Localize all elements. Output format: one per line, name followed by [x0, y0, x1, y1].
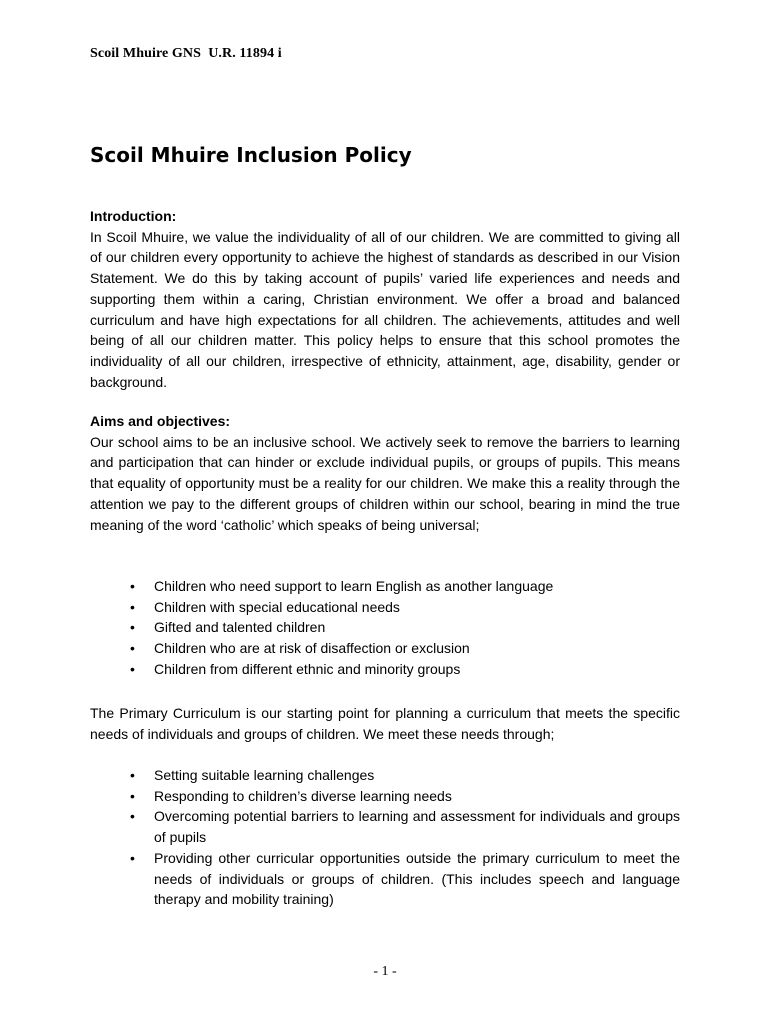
introduction-paragraph: In Scoil Mhuire, we value the individuality of all of our children. We are committed to giving all of our children every opportunity to achieve the highest of standards as described in our Vision Statement. We do this by taking account of pupils’ varied life experiences and needs and supporting them within a caring, Christian environment. We offer a broad and balanced curriculum and have high expectations for all children. The achievements, attitudes and well being of all our children matter. This policy helps to ensure that this school promotes the individuality of all our children, irrespective of ethnicity, attainment, age, disability, gender or background.: [90, 228, 680, 390]
page-header: Scoil Mhuire GNS U.R. 11894 i: [90, 46, 282, 61]
list-item: • Responding to children’s diverse learning needs: [90, 786, 680, 807]
means-list: [90, 765, 680, 910]
bullet-icon: •: [130, 578, 135, 594]
list-item: • Children who are at risk of disaffection or exclusion: [90, 638, 680, 659]
list-item: • Overcoming potential barriers to learning and assessment for individuals and groups of pupils: [130, 808, 680, 846]
bullet-icon: •: [130, 787, 135, 804]
page-number: - 1 -: [373, 964, 397, 979]
curriculum-paragraph: The Primary Curriculum is our starting point for planning a curriculum that meets the specific needs of individuals and groups of children. We meet these needs through;: [90, 705, 680, 742]
bullet-icon: •: [130, 640, 135, 657]
curriculum-section: [90, 703, 680, 744]
bullet-icon: •: [130, 619, 135, 636]
list-item: • Setting suitable learning challenges: [90, 765, 680, 786]
aims-paragraph: Our school aims to be an inclusive school. We actively seek to remove the barriers to learning and participation that can hinder or exclude individual pupils, or groups of pupils. This means that equality of opportunity must be a reality for our children. We make this a reality through the attention we pay to the different groups of children within our school, bearing in mind the true meaning of the word ‘catholic’ which speaks of being universal;: [90, 433, 680, 533]
list-item: • Providing other curricular opportunities outside the primary curriculum to meet the needs of individuals or groups of children. (This includes speech and language therapy and mobility training): [130, 849, 680, 908]
groups-list: [90, 576, 680, 680]
list-item: • Children from different ethnic and minority groups: [90, 659, 680, 680]
bullet-icon: •: [130, 808, 135, 825]
list-item: • Children who need support to learn English as another language: [90, 576, 680, 597]
list-item: • Gifted and talented children: [90, 617, 680, 638]
bullet-icon: •: [130, 660, 135, 677]
introduction-section: [90, 206, 680, 392]
bullet-icon: •: [130, 598, 135, 615]
aims-heading: Aims and objectives:: [90, 413, 231, 429]
bullet-icon: •: [130, 849, 135, 866]
list-item: • Children with special educational needs: [90, 597, 680, 618]
page-title: Scoil Mhuire Inclusion Policy: [90, 143, 412, 167]
aims-section: [90, 411, 680, 535]
bullet-icon: •: [130, 767, 135, 783]
introduction-heading: Introduction:: [90, 208, 177, 224]
